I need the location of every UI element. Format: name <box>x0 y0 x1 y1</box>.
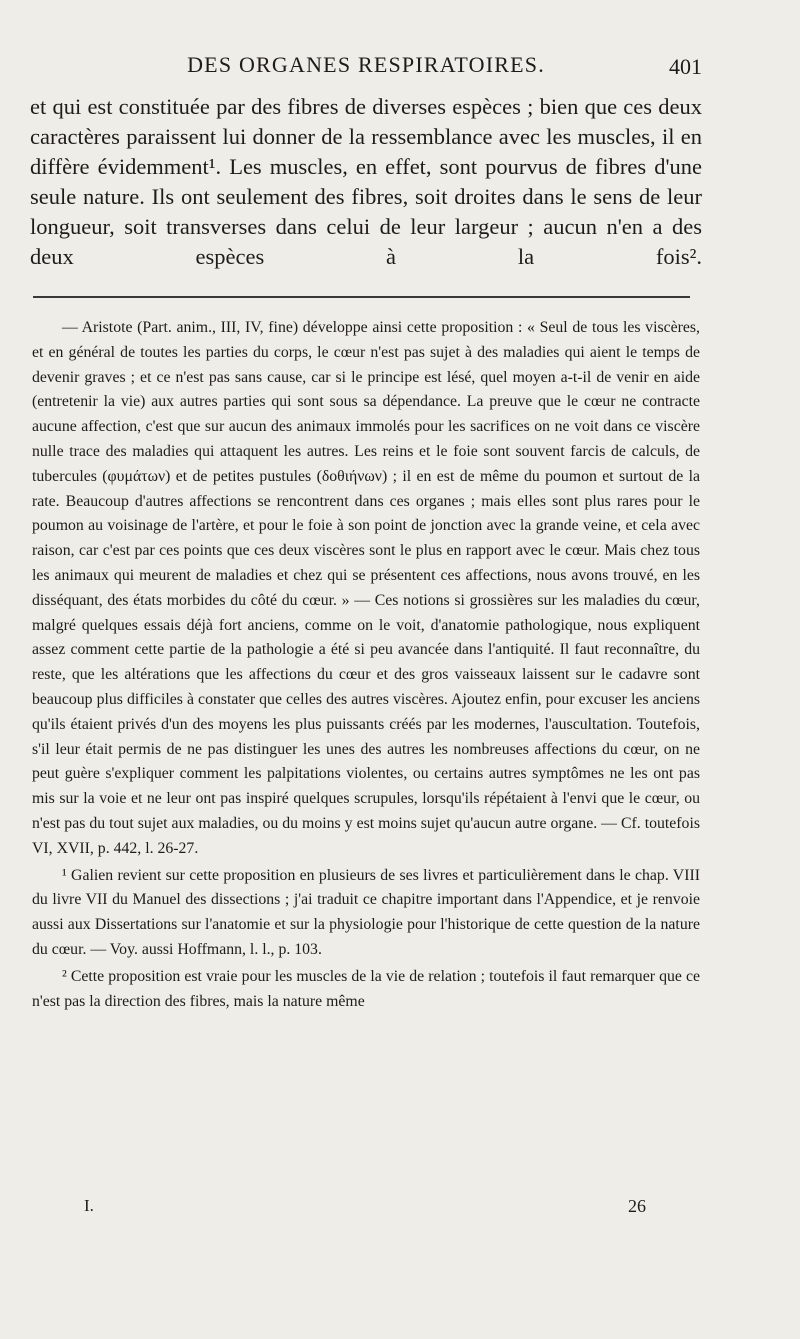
page-number: 401 <box>669 54 702 79</box>
signature-number: 26 <box>628 1196 646 1216</box>
footnotes <box>32 316 700 1014</box>
running-title: DES ORGANES RESPIRATOIRES. <box>187 52 545 77</box>
signature-mark: I. <box>84 1196 94 1215</box>
page-footer <box>32 1194 700 1220</box>
main-paragraph: et qui est constituée par des fibres de diverses espèces ; bien que ces deux caractères paraissent lui donner de la ressemblance avec les muscles, il en diffère évidemment¹. Les muscles, en effet, sont pourvus de fibres d'une seule nature. Ils ont seulement des fibres, soit droites dans le sens de leur longueur, soit transverses dans celui de leur largeur ; aucun n'en a des deux espèces à la fois². <box>30 94 702 269</box>
page-header <box>30 48 702 84</box>
footnote-2: ² Cette proposition est vraie pour les muscles de la vie de relation ; toutefois il faut remarquer que ce n'est pas la direction des fibres, mais la nature même <box>32 967 700 1010</box>
footnote-continued: — Aristote (Part. anim., III, IV, fine) développe ainsi cette proposition : « Seul de tous les viscères, et en général de toutes les parties du corps, le cœur n'est pas sujet à des maladies qui aient le temps de devenir graves ; et ce n'est pas sans cause, car si le principe est lésé, quel moyen a-t-il de venir en aide (entretenir la vie) aux autres parties qui sont sous sa dépendance. La preuve que le cœur ne contracte aucune affection, c'est que sur aucun des animaux immolés pour les sacrifices on ne voit dans ce viscère nulle trace des maladies qui attaquent les autres. Les reins et le foie sont souvent farcis de calculs, de tubercules (φυμάτων) et de petites pustules (δοθιήνων) ; il en est de même du poumon et surtout de la rate. Beaucoup d'autres affections se rencontrent dans ces organes ; mais elles sont plus rares pour le poumon au voisinage de l'artère, et pour le foie à son point de jonction avec la grande veine, et cela avec raison, car c'est par ces points que ces deux viscères sont le plus en rapport avec le cœur. Mais chez tous les animaux qui meurent de maladies et chez qui se présentent ces affections, nous avons trouvé, en les disséquant, des états morbides du côté du cœur. » — Ces notions si grossières sur les maladies du cœur, malgré quelques essais déjà fort anciens, comme on le voit, d'anatomie pathologique, nous expliquent assez comment cette partie de la pathologie a été si peu avancée dans l'antiquité. Il faut reconnaître, du reste, que les altérations que les affections du cœur et des gros vaisseaux laissent sur le cadavre sont beaucoup plus difficiles à constater que celles des autres viscères. Ajoutez enfin, pour excuser les anciens qu'ils étaient privés d'un des moyens les plus puissants créés par les modernes, l'auscultation. Toutefois, s'il leur était permis de ne pas distinguer les unes des autres les nombreuses affections du cœur, on ne peut guère s'expliquer comment les palpitations violentes, ou certains autres symptômes ne les ont pas mis sur la voie et ne leur ont pas inspiré quelques scrupules, lorsqu'ils répétaient à l'envi que le cœur, ou n'est pas du tout sujet aux maladies, ou du moins y est moins sujet qu'aucun autre organe. — Cf. toutefois VI, XVII, p. 442, l. 26-27. <box>32 319 700 857</box>
footnote-separator <box>33 296 690 298</box>
footnote-1: ¹ Galien revient sur cette proposition en plusieurs de ses livres et particulièrement dans le chap. VIII du livre VII du Manuel des dissections ; j'ai traduit ce chapitre important dans l'Appendice, et je renvoie aussi aux Dissertations sur l'anatomie et sur la physiologie pour l'historique de cette question de la nature du cœur. — Voy. aussi Hoffmann, l. l., p. 103. <box>32 866 700 958</box>
